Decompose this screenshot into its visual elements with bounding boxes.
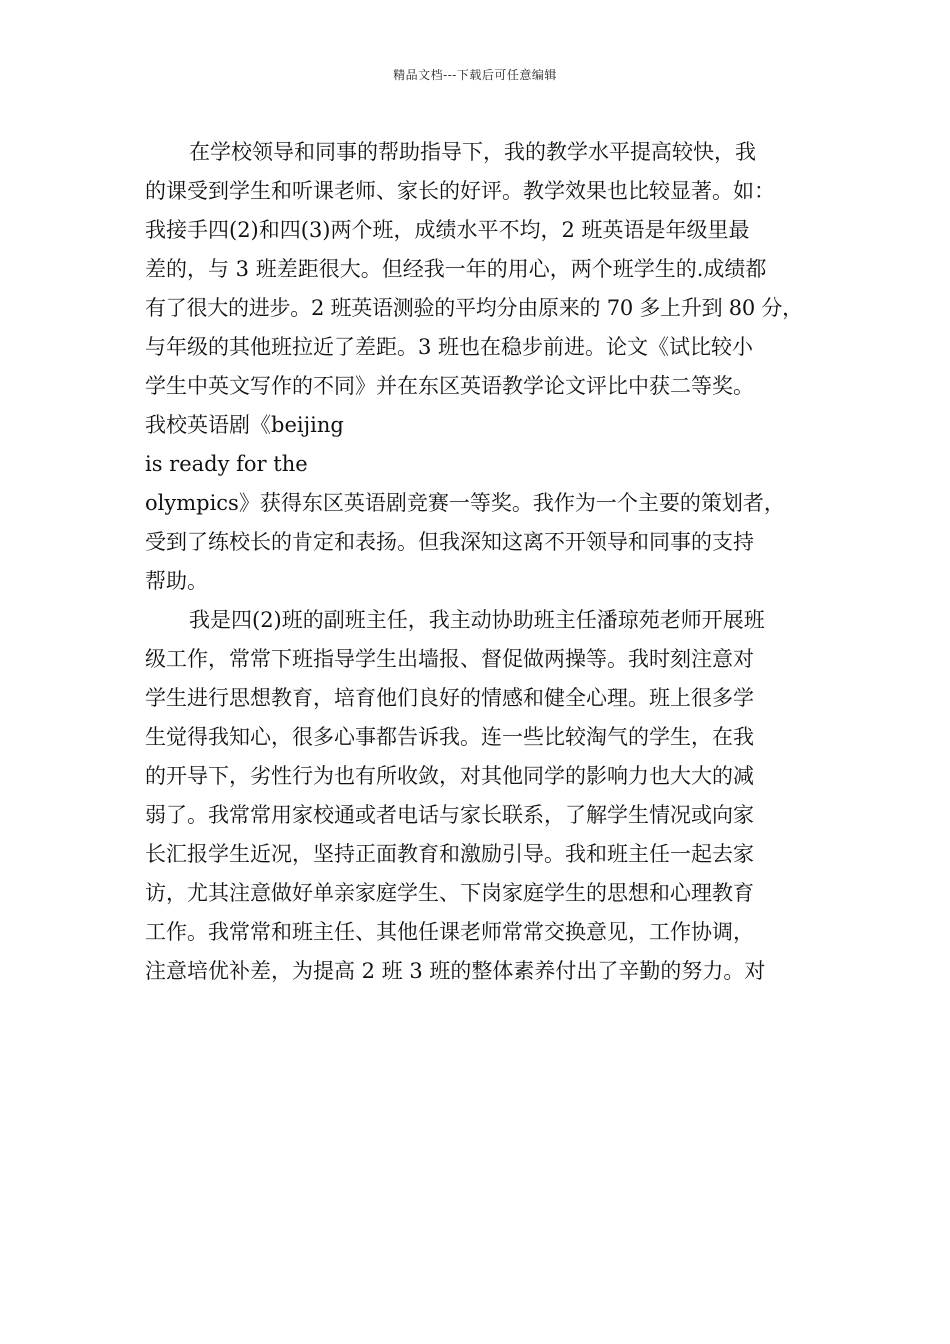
- paragraph-1: [145, 133, 805, 601]
- text-line: 长汇报学生近况，坚持正面教育和激励引导。我和班主任一起去家: [145, 842, 754, 866]
- text-line: 与年级的其他班拉近了差距。3 班也在稳步前进。论文《试比较小: [145, 335, 754, 359]
- text-line: 在学校领导和同事的帮助指导下，我的教学水平提高较快，我: [189, 140, 756, 164]
- text-line: 学生进行思想教育，培育他们良好的情感和健全心理。班上很多学: [145, 686, 754, 710]
- text-line: 有了很大的进步。2 班英语测验的平均分由原来的 70 多上升到 80 分，: [145, 296, 803, 320]
- text-line: 我校英语剧《beijing: [145, 413, 344, 437]
- text-line: 受到了练校长的肯定和表扬。但我深知这离不开领导和同事的支持: [145, 530, 754, 554]
- text-line: 我接手四(2)和四(3)两个班，成绩水平不均，2 班英语是年级里最: [145, 218, 750, 242]
- text-line: 弱了。我常常用家校通或者电话与家长联系，了解学生情况或向家: [145, 803, 754, 827]
- text-line: 注意培优补差，为提高 2 班 3 班的整体素养付出了辛勤的努力。对: [145, 959, 766, 983]
- text-line: 我是四(2)班的副班主任，我主动协助班主任潘琼苑老师开展班: [189, 608, 765, 632]
- text-line: 差的，与 3 班差距很大。但经我一年的用心，两个班学生的.成绩都: [145, 257, 767, 281]
- document-body: [145, 133, 805, 991]
- paragraph-2: [145, 601, 805, 991]
- text-line: 生觉得我知心，很多心事都告诉我。连一些比较淘气的学生，在我: [145, 725, 754, 749]
- text-line: 访，尤其注意做好单亲家庭学生、下岗家庭学生的思想和心理教育: [145, 881, 754, 905]
- text-line: 工作。我常常和班主任、其他任课老师常常交换意见，工作协调，: [145, 920, 754, 944]
- text-line: 帮助。: [145, 569, 208, 593]
- page-header: 精品文档---下载后可任意编辑: [393, 68, 557, 82]
- text-line: 学生中英文写作的不同》并在东区英语教学论文评比中获二等奖。: [145, 374, 754, 398]
- text-line: 的课受到学生和听课老师、家长的好评。教学效果也比较显著。如：: [145, 179, 775, 203]
- text-line: 的开导下，劣性行为也有所收敛，对其他同学的影响力也大大的减: [145, 764, 754, 788]
- text-line: olympics》获得东区英语剧竞赛一等奖。我作为一个主要的策划者，: [145, 491, 785, 515]
- text-line: 级工作，常常下班指导学生出墙报、督促做两操等。我时刻注意对: [145, 647, 754, 671]
- text-line: is ready for the: [145, 452, 308, 476]
